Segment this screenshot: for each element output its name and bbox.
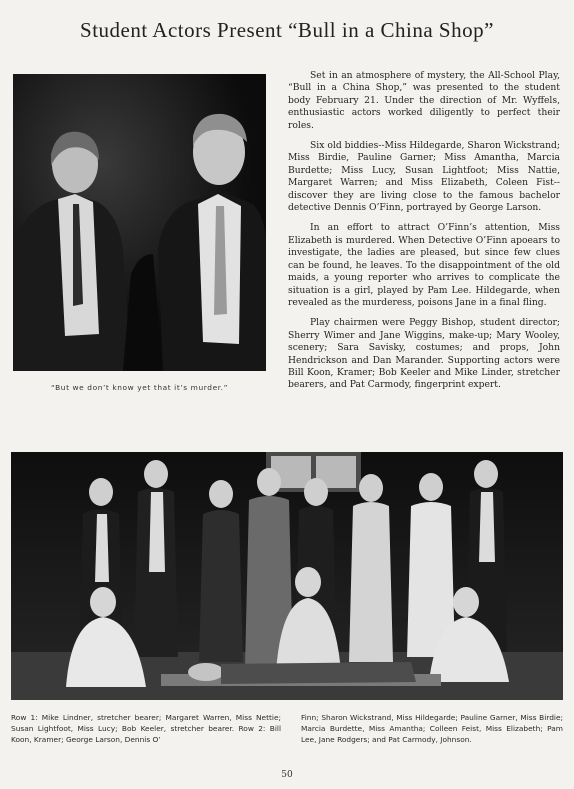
cast-photo: [11, 452, 563, 700]
article-body: [288, 70, 560, 400]
top-photo-image: [13, 74, 266, 371]
article-paragraph: Six old biddies--Miss Hildegarde, Sharon Wickstrand; Miss Birdie, Pauline Garner; Miss Amantha, Marcia Burdette; Miss Lucy, Susan Lightfoot; Miss Nattie, Margaret Warren; and Miss Elizabeth, Coleen Fist--discover they are living close to the famous bachelor detective Dennis O’Finn, portrayed by George Larson.: [288, 140, 560, 214]
article-paragraph: Set in an atmosphere of mystery, the All-School Play, “Bull in a China Shop,” was presented to the student body February 21. Under the direction of Mr. Wyffels, enthusiastic actors worked diligently to perfect their roles.: [288, 70, 560, 131]
top-photo: [13, 74, 266, 371]
cast-caption-left: Row 1: Mike Lindner, stretcher bearer; Margaret Warren, Miss Nettie; Susan Lightfoot, Miss Lucy; Bob Keeler, stretcher bearer. Row 2: Bill Koon, Kramer; George Larson, Dennis O’: [11, 713, 281, 744]
page-title: Student Actors Present “Bull in a China Shop”: [80, 18, 494, 42]
cast-photo-image: [11, 452, 563, 700]
article-paragraph: Play chairmen were Peggy Bishop, student director; Sherry Wimer and Jane Wiggins, make-up; Mary Wooley, scenery; Sara Savisky, costumes; and props, John Hendrickson and Dan Marander. Supporting actors were Bill Koon, Kramer; Bob Keeler and Mike Linder, stretcher bearers, and Pat Carmody, fingerprint expert.: [288, 317, 560, 391]
top-photo-caption: “But we don’t know yet that it’s murder.”: [50, 383, 229, 392]
page-number: 50: [281, 770, 293, 780]
article-paragraph: In an effort to attract O’Finn’s attention, Miss Elizabeth is murdered. When Detective O’Finn apoears to investigate, the ladies are pleased, but since few clues can be found, he leaves. To the disappointment of the old maids, a young reporter who arrives to complicate the situation is a girl, played by Pam Lee. Hildegarde, when revealed as the murderess, poisons Jane in a final fling.: [288, 222, 560, 308]
cast-caption-right: Finn; Sharon Wickstrand, Miss Hildegarde; Pauline Garner, Miss Birdie; Marcia Burdette, Miss Amantha; Colleen Feist, Miss Elizabeth; Pam Lee, Jane Rodgers; and Pat Carmody, Johnson.: [301, 713, 563, 744]
